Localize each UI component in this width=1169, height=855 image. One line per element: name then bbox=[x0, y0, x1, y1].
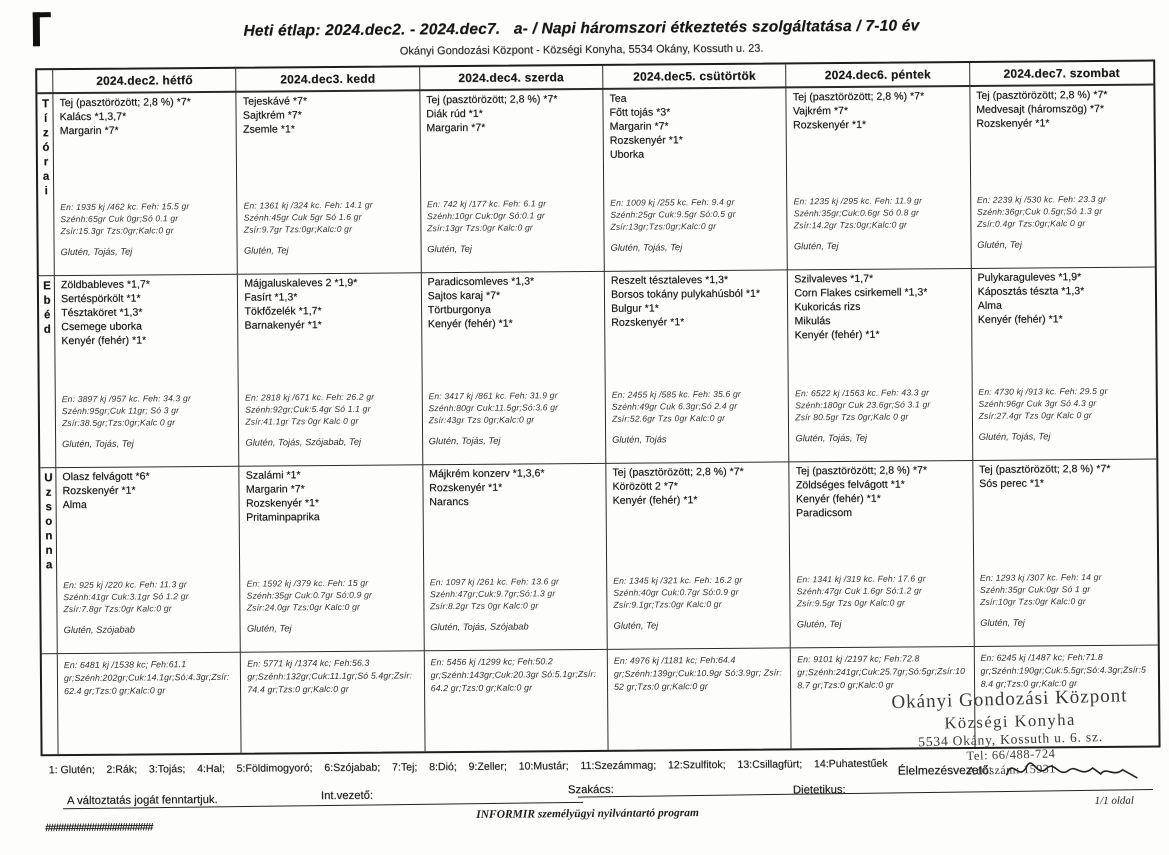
menu-cell-thursday-uzsonna bbox=[606, 462, 791, 649]
col-header-wednesday: 2024.dec4. szerda bbox=[420, 66, 604, 91]
nutrition-info: En: 2239 kj /530 kc. Feh: 23.3 gr Szénh:36gr;Cuk 0.5gr;Só 1.3 gr Zsír:0.4gr Tzs:0gr;Kalc 0 gr bbox=[977, 192, 1151, 229]
nutrition-info: En: 2818 kj /671 kc. Feh: 26.2 gr Szénh:92gr;Cuk:5.4gr Só 1.1 gr Zsír:41.1gr Tzs 0gr Kalc 0 gr bbox=[245, 390, 418, 427]
nutrition-info: En: 1235 kj /295 kc. Feh: 11.9 gr Szénh:35gr;Cuk:0.6gr Só 0.8 gr Zsír:14.2gr Tzs:0gr;Kalc:0 gr bbox=[794, 194, 967, 231]
scan-hash-marks: ##################### bbox=[45, 821, 153, 834]
allergen-list: Glutén, Szójabab bbox=[64, 624, 236, 635]
nutrition-info: En: 1345 kj /321 kc. Feh: 16.2 gr Szénh:40gr Cuk:0.7gr Só:0.9 gr Zsír:9.1gr;Tzs:0gr Kalc:0 gr bbox=[613, 573, 786, 610]
menu-cell-monday-tizorai bbox=[53, 93, 238, 276]
menu-items: Tej (pasztörözött; 2,8 %) *7* Zöldséges felvágott *1* Kenyér (fehér) *1* Paradicsom bbox=[796, 464, 969, 521]
nutrition-info: En: 3417 kj /861 kc. Feh: 31.9 gr Szénh:80gr Cuk:11.5gr;Só:3.6 gr Zsír:43gr Tzs 0gr;Kalc:0 gr bbox=[428, 389, 601, 426]
institution-leader-signature-label: Int.vezető: bbox=[321, 790, 373, 802]
menu-cell-friday-uzsonna bbox=[790, 461, 975, 648]
dietitian-signature-label: Dietetikus: bbox=[793, 784, 846, 796]
menu-cell-tuesday-uzsonna bbox=[240, 465, 425, 652]
menu-items: Tej (pasztörözött; 2,8 %) *7* Vajkrém *7* Rozskenyér *1* bbox=[793, 90, 966, 133]
nutrition-info: En: 1935 kj /462 kc. Feh: 15.5 gr Szénh:65gr Cuk 0gr;Só 0.1 gr Zsír:15.3gr Tzs:0gr;Kalc:0 gr bbox=[60, 200, 233, 237]
allergen-list: Glutén, Tojás, Tej bbox=[611, 241, 783, 252]
allergen-list: Glutén, Tojás, Tej bbox=[979, 431, 1152, 442]
allergen-list: Glutén, Tej bbox=[247, 622, 419, 633]
menu-cell-saturday-ebed bbox=[971, 268, 1156, 461]
menu-items: Tej (pasztörözött; 2,8 %) *7* Sós perec *1* bbox=[979, 463, 1153, 492]
table-corner-cell bbox=[37, 70, 53, 94]
signature-scribble bbox=[1003, 748, 1143, 789]
menu-items: Tejeskávé *7* Sajtkrém *7* Zsemle *1* bbox=[243, 94, 416, 137]
col-header-friday: 2024.dec6. péntek bbox=[787, 63, 971, 88]
daily-total-saturday: En: 6245 kj /1487 kc; Feh:71.8 gr;Szénh:190gr;Cuk:5.5gr;Só:4.3gr;Zsír:5 8.4 gr;Tzs:0 gr;Kalc:0 gr bbox=[974, 646, 1158, 747]
allergen-list: Glutén, Tojás, Szójabab, Tej bbox=[245, 436, 417, 447]
menu-cell-monday-ebed bbox=[55, 275, 240, 468]
nutrition-info: En: 1341 kj /319 kc. Feh: 17.6 gr Szénh:47gr Cuk 1.6gr Só:1.2 gr Zsír:9.5gr Tzs 0gr Kalc:0 gr bbox=[796, 572, 969, 609]
menu-cell-wednesday-tizorai bbox=[420, 90, 605, 273]
menu-items: Zöldbableves *1,7* Sertéspörkölt *1* Tésztaköret *1,3* Csemege uborka Kenyér (fehér) *1* bbox=[61, 278, 234, 349]
nutrition-info: En: 925 kj /220 kc. Feh: 11.3 gr Szénh:41gr Cuk:3.1gr Só 1.2 gr Zsír:7.8gr Tzs:0gr Kalc:0 gr bbox=[63, 578, 236, 615]
menu-items: Pulykaraguleves *1,9* Káposztás tészta *1,3* Alma Kenyér (fehér) *1* bbox=[977, 271, 1151, 328]
nutrition-info: En: 1009 kj /255 kc. Feh: 9.4 gr Szénh:25gr Cuk:9.5gr Só:0.5 gr Zsír:13gr;Tzs:0gr;Kalc:0 gr bbox=[610, 195, 783, 232]
menu-cell-friday-tizorai bbox=[787, 87, 972, 270]
menu-cell-tuesday-tizorai bbox=[237, 91, 422, 274]
menu-items: Tej (pasztörözött; 2,8 %) *7* Körözött 2 *7* Kenyér (fehér) *1* bbox=[612, 465, 785, 508]
scan-artifact-mark bbox=[33, 12, 51, 17]
stamp-org-name: Okányi Gondozási Központ bbox=[853, 684, 1166, 716]
menu-items: Szalámi *1* Margarin *7* Rozskenyér *1* Pritaminpaprika bbox=[246, 468, 419, 525]
page-number: 1/1 oldal bbox=[1094, 795, 1134, 807]
menu-items: Paradicsomleves *1,3* Sajtos karaj *7* Törtburgonya Kenyér (fehér) *1* bbox=[427, 275, 600, 332]
menu-items: Olasz felvágott *6* Rozskenyér *1* Alma bbox=[62, 470, 235, 513]
allergen-list: Glutén, Tojás, Tej bbox=[61, 246, 233, 257]
daily-total-wednesday: En: 5456 kj /1299 kc; Feh:50.2 gr;Szénh:143gr;Cuk:20.3gr Só:5.1gr;Zsír: 64.2 gr;Tzs:0 gr;Kalc:0 gr bbox=[424, 650, 608, 751]
nutrition-info: En: 3897 kj /957 kc. Feh: 34.3 gr Szénh:95gr;Cuk 11gr; Só 3 gr Zsír:38.5gr;Tzs:0gr;Kalc 0 gr bbox=[62, 392, 235, 429]
row-label-ebed: Ebéd bbox=[39, 276, 57, 468]
page-subtitle: Okányi Gondozási Központ - Községi Konyha, 5534 Okány, Kossuth u. 23. bbox=[0, 39, 1166, 60]
menu-items: Tej (pasztörözött; 2,8 %) *7* Medvesajt (háromszög) *7* Rozskenyér *1* bbox=[976, 89, 1150, 132]
allergen-list: Glutén, Tojás, Szójabab bbox=[430, 621, 602, 632]
row-label-tizorai: Tízórai bbox=[37, 94, 54, 276]
catering-manager-signature-label: Élelmezésvezető: bbox=[898, 763, 992, 778]
nutrition-info: En: 4730 kj /913 kc. Feh: 29.5 gr Szénh:96gr Cuk 3gr Só 4.3 gr Zsír:27.4gr Tzs 0gr Kalc 0 gr bbox=[978, 384, 1152, 421]
daily-total-friday: En: 9101 kj /2197 kc; Feh:72.8 gr;Szénh:241gr;Cuk:25.7gr;Só:5gr;Zsír:10 8.7 gr;Tzs:0 gr;Kalc:0 gr bbox=[791, 647, 975, 748]
col-header-monday: 2024.dec2. hétfő bbox=[53, 69, 237, 94]
totals-row-label bbox=[42, 654, 59, 754]
col-header-tuesday: 2024.dec3. kedd bbox=[237, 67, 421, 92]
stamp-kitchen-name: Községi Konyha bbox=[854, 707, 1166, 736]
menu-items: Reszelt tésztaleves *1,3* Borsos tokány pulykahúsból *1* Bulgur *1* Rozskenyér *1* bbox=[611, 273, 784, 330]
menu-cell-saturday-uzsonna bbox=[973, 460, 1158, 647]
daily-total-monday: En: 6481 kj /1538 kc; Feh:61.1 gr;Szénh:202gr;Cuk:14.1gr;Só:4.3gr;Zsír: 62.4 gr;Tzs:0 gr;Kalc:0 gr bbox=[58, 653, 242, 754]
nutrition-info: En: 742 kj /177 kc. Feh: 6.1 gr Szénh:10gr Cuk:0gr Só:0.1 gr Zsír:13gr Tzs:0gr Kalc:0 gr bbox=[427, 197, 600, 234]
nutrition-info: En: 2455 kj /585 kc. Feh: 35.6 gr Szénh:49gr Cuk 6.3gr;Só 2.4 gr Zsír:52.6gr Tzs 0gr Kalc:0 gr bbox=[612, 387, 785, 424]
stamp-phone: Tel: 66/488-724 bbox=[855, 743, 1167, 767]
nutrition-info: En: 1293 kj /307 kc. Feh: 14 gr Szénh:35gr Cuk:0gr Só 1 gr Zsír:10gr Tzs:0gr Kalc:0 gr bbox=[980, 570, 1154, 607]
menu-items: Szilvaleves *1,7* Corn Flakes csirkemell *1,3* Kukoricás rizs Mikulás Kenyér (fehér) *1* bbox=[794, 272, 967, 343]
allergen-list: Glutén, Tojás, Tej bbox=[429, 435, 601, 446]
allergen-list: Glutén, Tojás, Tej bbox=[62, 438, 234, 449]
menu-items: Tej (pasztörözött; 2,8 %) *7* Diák rúd *1* Margarin *7* bbox=[426, 93, 599, 136]
nutrition-info: En: 1592 kj /379 kc. Feh: 15 gr Szénh:35gr Cuk:0.7gr Só:0.9 gr Zsír:24.0gr Tzs:0gr Kalc:0 gr bbox=[247, 576, 420, 613]
allergen-list: Glutén, Tojás, Tej bbox=[795, 432, 967, 443]
menu-items: Májkrém konzerv *1,3,6* Rozskenyér *1* Narancs bbox=[429, 467, 602, 510]
allergen-list: Glutén, Tej bbox=[427, 243, 599, 254]
daily-total-thursday: En: 4976 kj /1181 kc; Feh:64.4 gr;Szénh:139gr;Cuk:10.9gr Só:3.9gr; Zsír: 52 gr;Tzs:0 gr;Kalc:0 gr bbox=[608, 648, 792, 749]
stamp-address: 5534 Okány, Kossuth u. 6. sz. bbox=[854, 727, 1166, 752]
signature-rule-right bbox=[578, 789, 1153, 798]
row-label-uzsonna: Uzsonna bbox=[40, 468, 57, 654]
stamp-tax-number: Adószám: 15931 bbox=[855, 758, 1167, 781]
change-rights-note: A változtatás jogát fenntartjuk. bbox=[67, 794, 218, 807]
menu-cell-saturday-tizorai bbox=[970, 86, 1155, 269]
allergen-legend: 1: Glutén; 2:Rák; 3:Tojás; 4:Hal; 5:Földimogyoró; 6:Szójabab; 7:Tej; 8:Dió; 9:Zeller; 10:Mustár; 11:Szezámmag; 12:Szulfitok; 13:Csillagfürt; 14:Puhatestűek bbox=[49, 756, 1109, 776]
menu-items: Tej (pasztörözött; 2,8 %) *7* Kalács *1,3,7* Margarin *7* bbox=[59, 96, 232, 139]
page-title: Heti étlap: 2024.dec2. - 2024.dec7. a- / Napi háromszori étkeztetés szolgáltatása / 7-10 év bbox=[0, 15, 1166, 42]
menu-cell-thursday-tizorai bbox=[603, 88, 788, 271]
cook-signature-label: Szakács: bbox=[568, 784, 614, 796]
menu-cell-wednesday-uzsonna bbox=[423, 464, 608, 651]
allergen-list: Glutén, Tojás bbox=[612, 433, 784, 444]
col-header-thursday: 2024.dec5. csütörtök bbox=[603, 64, 787, 89]
daily-total-tuesday: En: 5771 kj /1374 kc; Feh:56.3 gr;Szénh:132gr;Cuk:11.1gr;Só 5.4gr;Zsír: 74.4 gr;Tzs:0 gr;Kalc:0 gr bbox=[241, 651, 425, 752]
menu-cell-monday-uzsonna bbox=[56, 467, 241, 654]
menu-cell-friday-ebed bbox=[788, 269, 973, 462]
nutrition-info: En: 6522 kj /1563 kc. Feh: 43.3 gr Szénh:180gr Cuk 23.6gr;Só 3.1 gr Zsír 80.5gr Tzs 0gr;Kalc 0 gr bbox=[795, 386, 968, 423]
menu-items: Májgaluskaleves 2 *1,9* Fasírt *1,3* Tökfőzelék *1,7* Barnakenyér *1* bbox=[244, 276, 417, 333]
weekly-menu-table bbox=[35, 60, 1160, 757]
nutrition-info: En: 1361 kj /324 kc. Feh: 14.1 gr Szénh:45gr Cuk 5gr Só 1.6 gr Zsír:9.7gr Tzs:0gr;Kalc:0 gr bbox=[244, 198, 417, 235]
allergen-list: Glutén, Tej bbox=[614, 619, 786, 630]
allergen-list: Glutén, Tej bbox=[977, 239, 1150, 250]
col-header-saturday: 2024.dec7. szombat bbox=[970, 62, 1154, 87]
software-attribution: INFORMIR személyügyi nyilvántartó program bbox=[3, 803, 1169, 824]
menu-cell-thursday-ebed bbox=[605, 270, 790, 463]
allergen-list: Glutén, Tej bbox=[797, 618, 969, 629]
allergen-list: Glutén, Tej bbox=[794, 240, 966, 251]
menu-items: Tea Főtt tojás *3* Margarin *7* Rozskenyér *1* Uborka bbox=[609, 91, 782, 162]
menu-cell-wednesday-ebed bbox=[421, 272, 606, 465]
nutrition-info: En: 1097 kj /261 kc. Feh: 13.6 gr Szénh:47gr;Cuk:9.7gr;Só:1.3 gr Zsír:8.2gr Tzs 0gr Kalc:0 gr bbox=[430, 575, 603, 612]
menu-cell-tuesday-ebed bbox=[238, 273, 423, 466]
allergen-list: Glutén, Tej bbox=[980, 617, 1153, 628]
allergen-list: Glutén, Tej bbox=[244, 244, 416, 255]
